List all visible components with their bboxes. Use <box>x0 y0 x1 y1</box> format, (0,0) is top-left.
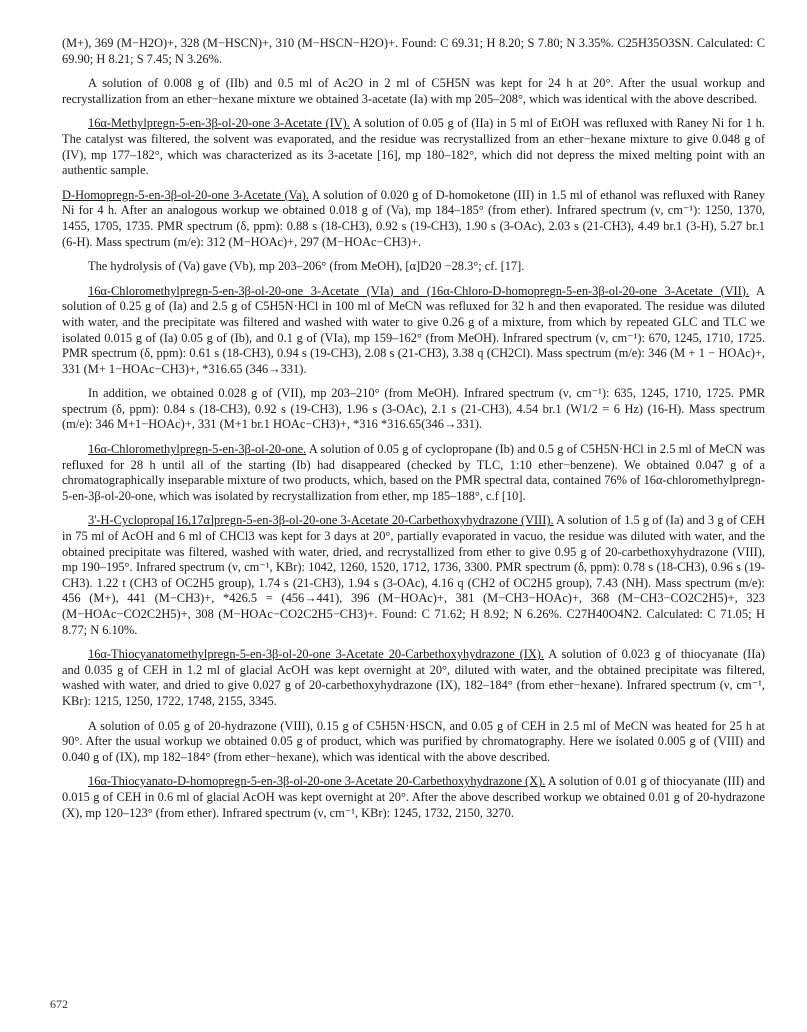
paragraph <box>62 513 765 638</box>
paragraph-text: A solution of 0.008 g of (IIb) and 0.5 ml of Ac2O in 2 ml of C5H5N was kept for 24 h at 20°. After the usual workup and recrystallization from an ether−hexane mixture we obtained 3-acetate (Ia) with mp 205–208°, which was identical with the above described. <box>62 76 765 106</box>
paragraph-text: A solution of 0.020 g of D-homoketone (III) in 1.5 ml of ethanol was refluxed with Raney Ni for 4 h. After an analogous workup we obtained 0.018 g of (Va), mp 184–185° (from ether). Infrared spectrum (ν, cm⁻¹): 1250, 1370, 1455, 1705, 1735. PMR spectrum (δ, ppm): 0.88 s (18-CH3), 0.92 s (19-CH3), 1.90 s (3-OAc), 2.03 s (21-CH3), 4.49 br.1 (3-H), 5.27 br.1 (6-H). Mass spectrum (m/e): 312 (M−HOAc)+, 297 (M−HOAc−CH3)+. <box>62 187 765 249</box>
section-heading: 16α-Chloromethylpregn-5-en-3β-ol-20-one 3-Acetate (VIa) and (16α-Chloro-D-homopregn-5-en-3β-ol-20-one 3-Acetate (VII). <box>88 283 750 298</box>
paragraph <box>62 719 765 766</box>
page-number: 672 <box>50 997 68 1011</box>
section-heading: 16α-Methylpregn-5-en-3β-ol-20-one 3-Acetate (IV). <box>88 116 350 131</box>
section-heading: 16α-Thiocyanato-D-homopregn-5-en-3β-ol-20-one 3-Acetate 20-Carbethoxyhydrazone (X). <box>88 774 546 789</box>
paragraph <box>62 116 765 178</box>
paragraph-text: A solution of 0.05 g of (IIa) in 5 ml of EtOH was refluxed with Raney Ni for 1 h. The catalyst was filtered, the solvent was evaporated, and the residue was recrystallized from an ether−hexane mixture to give 0.048 g of (IV), mp 177–182°, which was characterized as its 3-acetate [16], mp 180–182°, which did not depress the mixed melting point with an authentic sample. <box>62 116 765 178</box>
section-heading: 16α-Chloromethylpregn-5-en-3β-ol-20-one. <box>88 442 307 457</box>
section-heading: D-Homopregn-5-en-3β-ol-20-one 3-Acetate (Va). <box>62 187 309 202</box>
paragraph-text: The hydrolysis of (Va) gave (Vb), mp 203–206° (from MeOH), [α]D20 −28.3°; cf. [17]. <box>88 259 525 274</box>
paragraph-text: (M+), 369 (M−H2O)+, 328 (M−HSCN)+, 310 (M−HSCN−H2O)+. Found: C 69.31; H 8.20; S 7.80; N 3.35%. C25H35O3SN. Calculated: C 69.90; H 8.21; S 7.45; N 3.26%. <box>62 36 765 66</box>
paragraph <box>62 188 765 250</box>
paragraph-text: A solution of 0.01 g of thiocyanate (III) and 0.015 g of CEH in 0.6 ml of glacial AcOH was kept overnight at 20°. After the above described workup we obtained 0.01 g of 20-hydrazone (X), mp 120–123° (from ether). Infrared spectrum (ν, cm⁻¹, KBr): 1245, 1732, 2150, 3270. <box>62 774 766 820</box>
paragraph <box>62 647 765 709</box>
section-heading: 16α-Thiocyanatomethylpregn-5-en-3β-ol-20-one 3-Acetate 20-Carbethoxyhydrazone (IX). <box>88 647 544 662</box>
section-heading: 3'-H-Cyclopropa[16,17α]pregn-5-en-3β-ol-20-one 3-Acetate 20-Carbethoxyhydrazone (VIII). <box>88 513 554 528</box>
paragraph <box>62 442 765 504</box>
paragraph <box>62 774 765 821</box>
paragraph-text: A solution of 0.05 g of 20-hydrazone (VIII), 0.15 g of C5H5N·HSCN, and 0.05 g of CEH in 2.5 ml of MeCN was heated for 25 h at 90°. After the usual workup we obtained 0.05 g of product, which was purified by chromatography. Here we isolated 0.005 g of (VIII) and 0.040 g of (IX), mp 182–184° (from ether−hexane), which was identical with the above described. <box>62 718 765 764</box>
paragraph-text: A solution of 0.023 g of thiocyanate (IIa) and 0.035 g of CEH in 1.2 ml of glacial AcOH was kept overnight at 20°, diluted with water, and the obtained precipitate was filtered, washed with water, and dried to give 0.027 g of 20-carbethoxyhydrazone (IX), 182–184° (from ether−hexane). Infrared spectrum (ν, cm⁻¹, KBr): 1215, 1250, 1722, 1748, 2155, 3345. <box>62 647 765 708</box>
paragraph <box>62 284 765 378</box>
paragraph-text: A solution of 0.25 g of (Ia) and 2.5 g of C5H5N·HCl in 100 ml of MeCN was refluxed for 32 h and then evaporated. The residue was diluted with water, and the precipitate was filtered and washed with water to give 0.26 g of a mixture, from which by repeated GLC and TLC we isolated 0.015 g of (Ia) 0.05 g of (Ib), and 0.1 g of (VIa), mp 159–162° (from MeOH). Infrared spectrum (ν, cm⁻¹): 670, 1245, 1710, 1725. PMR spectrum (δ, ppm): 0.61 s (18-CH3), 0.94 s (19-CH3), 2.08 s (21-CH3), 3.38 q (CH2Cl). Mass spectrum (m/e): 346 (M + 1 − HOAc)+, 331 (M+ 1−HOAc−CH3)+, *316.65 (346→331). <box>62 283 765 376</box>
paragraph-text: In addition, we obtained 0.028 g of (VII), mp 203–210° (from MeOH). Infrared spectrum (ν, cm⁻¹): 635, 1245, 1710, 1725. PMR spectrum (δ, ppm): 0.84 s (18-CH3), 0.92 s (19-CH3), 1.96 s (3-OAc), 2.1 s (21-CH3), 4.54 br.1 (W1/2 = 6 Hz) (16-H). Mass spectrum (m/e): 346 M+1−HOAc)+, 331 (M+1 br.1 HOAc−CH3)+, *316 *316.65(346→331). <box>62 386 765 432</box>
paragraph <box>62 76 765 107</box>
paragraph-text: A solution of 1.5 g of (Ia) and 3 g of CEH in 75 ml of AcOH and 6 ml of CHCl3 was kept for 3 days at 20°, partially evaporated in vacuo, the residue was diluted with water, and the obtained precipitate was filtered, washed with water, dried, and recrystallized from ether to give 0.95 g of 20-carbethoxyhydrazone (VIII), mp 190–195°. Infrared spectrum (ν, cm⁻¹, KBr): 1042, 1260, 1520, 1712, 1736, 3300. PMR spectrum (δ, ppm): 0.78 s (18-CH3), 0.96 s (19-CH3). 1.22 t (CH3 of OC2H5 group), 1.74 s (21-CH3), 1.94 s (3-OAc), 4.16 q (CH2 of OC2H5 group), 7.43 (NH). Mass spectrum (m/e): 456 (M+), 441 (M−CH3)+, *426.5 = (456→441), 396 (M−HOAc)+, 381 (M−CH3−HOAc)+, 368 (M−CH3−CO2C2H5)+, 323 (M−HOAc−CO2C2H5)+, 308 (M−HOAc−CO2C2H5−CH3)+. Found: C 71.62; H 8.92; N 6.26%. C27H40O4N2. Calculated: C 71.05; H 8.77; N 6.10%. <box>62 513 765 637</box>
paragraph-text: A solution of 0.05 g of cyclopropane (Ib) and 0.5 g of C5H5N·HCl in 2.5 ml of MeCN was refluxed for 28 h until all of the starting (Ib) had disappeared (checked by TLC, 1:10 ether−benzene). We obtained 0.047 g of a chromatographically inseparable mixture of two products, which, based on the PMR spectral data, contained 76% of 16α-chloromethylpregn-5-en-3β-ol-20-one, which was isolated by recrystallization from ether, mp 185–188°, c.f [10]. <box>62 442 765 503</box>
body-text <box>62 36 765 821</box>
paragraph <box>62 386 765 433</box>
paragraph <box>62 36 765 67</box>
paragraph <box>62 259 765 275</box>
